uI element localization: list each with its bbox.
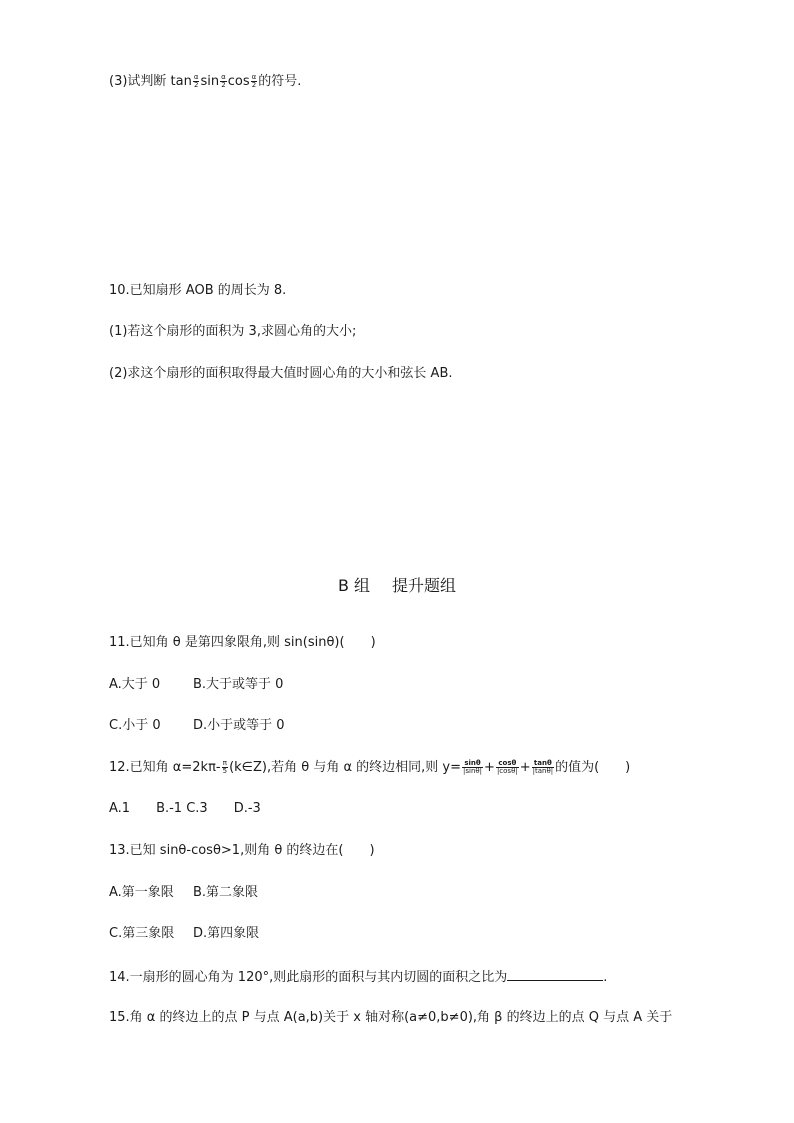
fraction-cos-term: $\frac{\cos\theta}{|\cos\theta|}$ (496, 759, 518, 775)
fraction-alpha-over-2: $\frac{\alpha}{2}$ (221, 73, 226, 89)
q13-stem: 13.已知 sinθ-cosθ>1,则角 θ 的终边在( ) (109, 843, 375, 858)
q10-part1: (1)若这个扇形的面积为 3,求圆心角的大小; (109, 324, 357, 339)
section-heading: B 组 提升题组 (337, 576, 457, 595)
answer-blank (507, 968, 603, 981)
fraction-alpha-over-2: $\frac{\alpha}{2}$ (251, 73, 257, 89)
fraction-pi-over-5: $\frac{\pi}{5}$ (222, 759, 228, 775)
q13-options-row1 (109, 885, 258, 901)
q12-stem: 12.已知角 α=2kπ- $\frac{\pi}{5}$ (k∈Z),若角 θ 与角 α 的终边相同,则 y= $\frac{\sin\theta}{|\sin\theta|}$ + $\frac{\cos\theta}{|\cos\theta|}$ + $\frac{\tan\theta}{|\tan\theta|}$ 的值为( ) (109, 759, 631, 775)
q13-options-row2 (109, 926, 259, 942)
fraction-tan-term: $\frac{\tan\theta}{|\tan\theta|}$ (532, 759, 554, 775)
q11-stem: 11.已知角 θ 是第四象限角,则 sin(sinθ)( ) (109, 635, 376, 650)
q14-stem: 14.一扇形的圆心角为 120°,则此扇形的面积与其内切圆的面积之比为 . (109, 970, 608, 985)
q11-options-row1 (109, 677, 283, 693)
option-a: A.大于 0 (109, 677, 161, 692)
option-c: C.小于 0 (109, 718, 161, 733)
fraction-alpha-over-2: $\frac{\alpha}{2}$ (193, 73, 199, 89)
option-b: B.大于或等于 0 (193, 677, 284, 692)
q9-part3: (3)试判断 tan $\frac{\alpha}{2}$ sin $\frac{\alpha}{2}$ cos $\frac{\alpha}{2}$ 的符号. (109, 73, 302, 89)
option-c: C.第三象限 (109, 926, 175, 941)
option-d: D.第四象限 (193, 926, 260, 941)
q10-stem: 10.已知扇形 AOB 的周长为 8. (109, 283, 287, 298)
q15-stem: 15.角 α 的终边上的点 P 与点 A(a,b)关于 x 轴对称(a≠0,b≠0),角 β 的终边上的点 Q 与点 A 关于 (109, 1010, 673, 1025)
fraction-sin-term: $\frac{\sin\theta}{|\sin\theta|}$ (463, 759, 483, 775)
option-a: A.第一象限 (109, 885, 174, 900)
option-b: B.第二象限 (193, 885, 259, 900)
q11-options-row2 (109, 718, 285, 734)
q10-part2: (2)求这个扇形的面积取得最大值时圆心角的大小和弦长 AB. (109, 366, 453, 381)
option-d: D.小于或等于 0 (193, 718, 285, 733)
q12-options: A.1 B.-1 C.3 D.-3 (109, 801, 261, 816)
